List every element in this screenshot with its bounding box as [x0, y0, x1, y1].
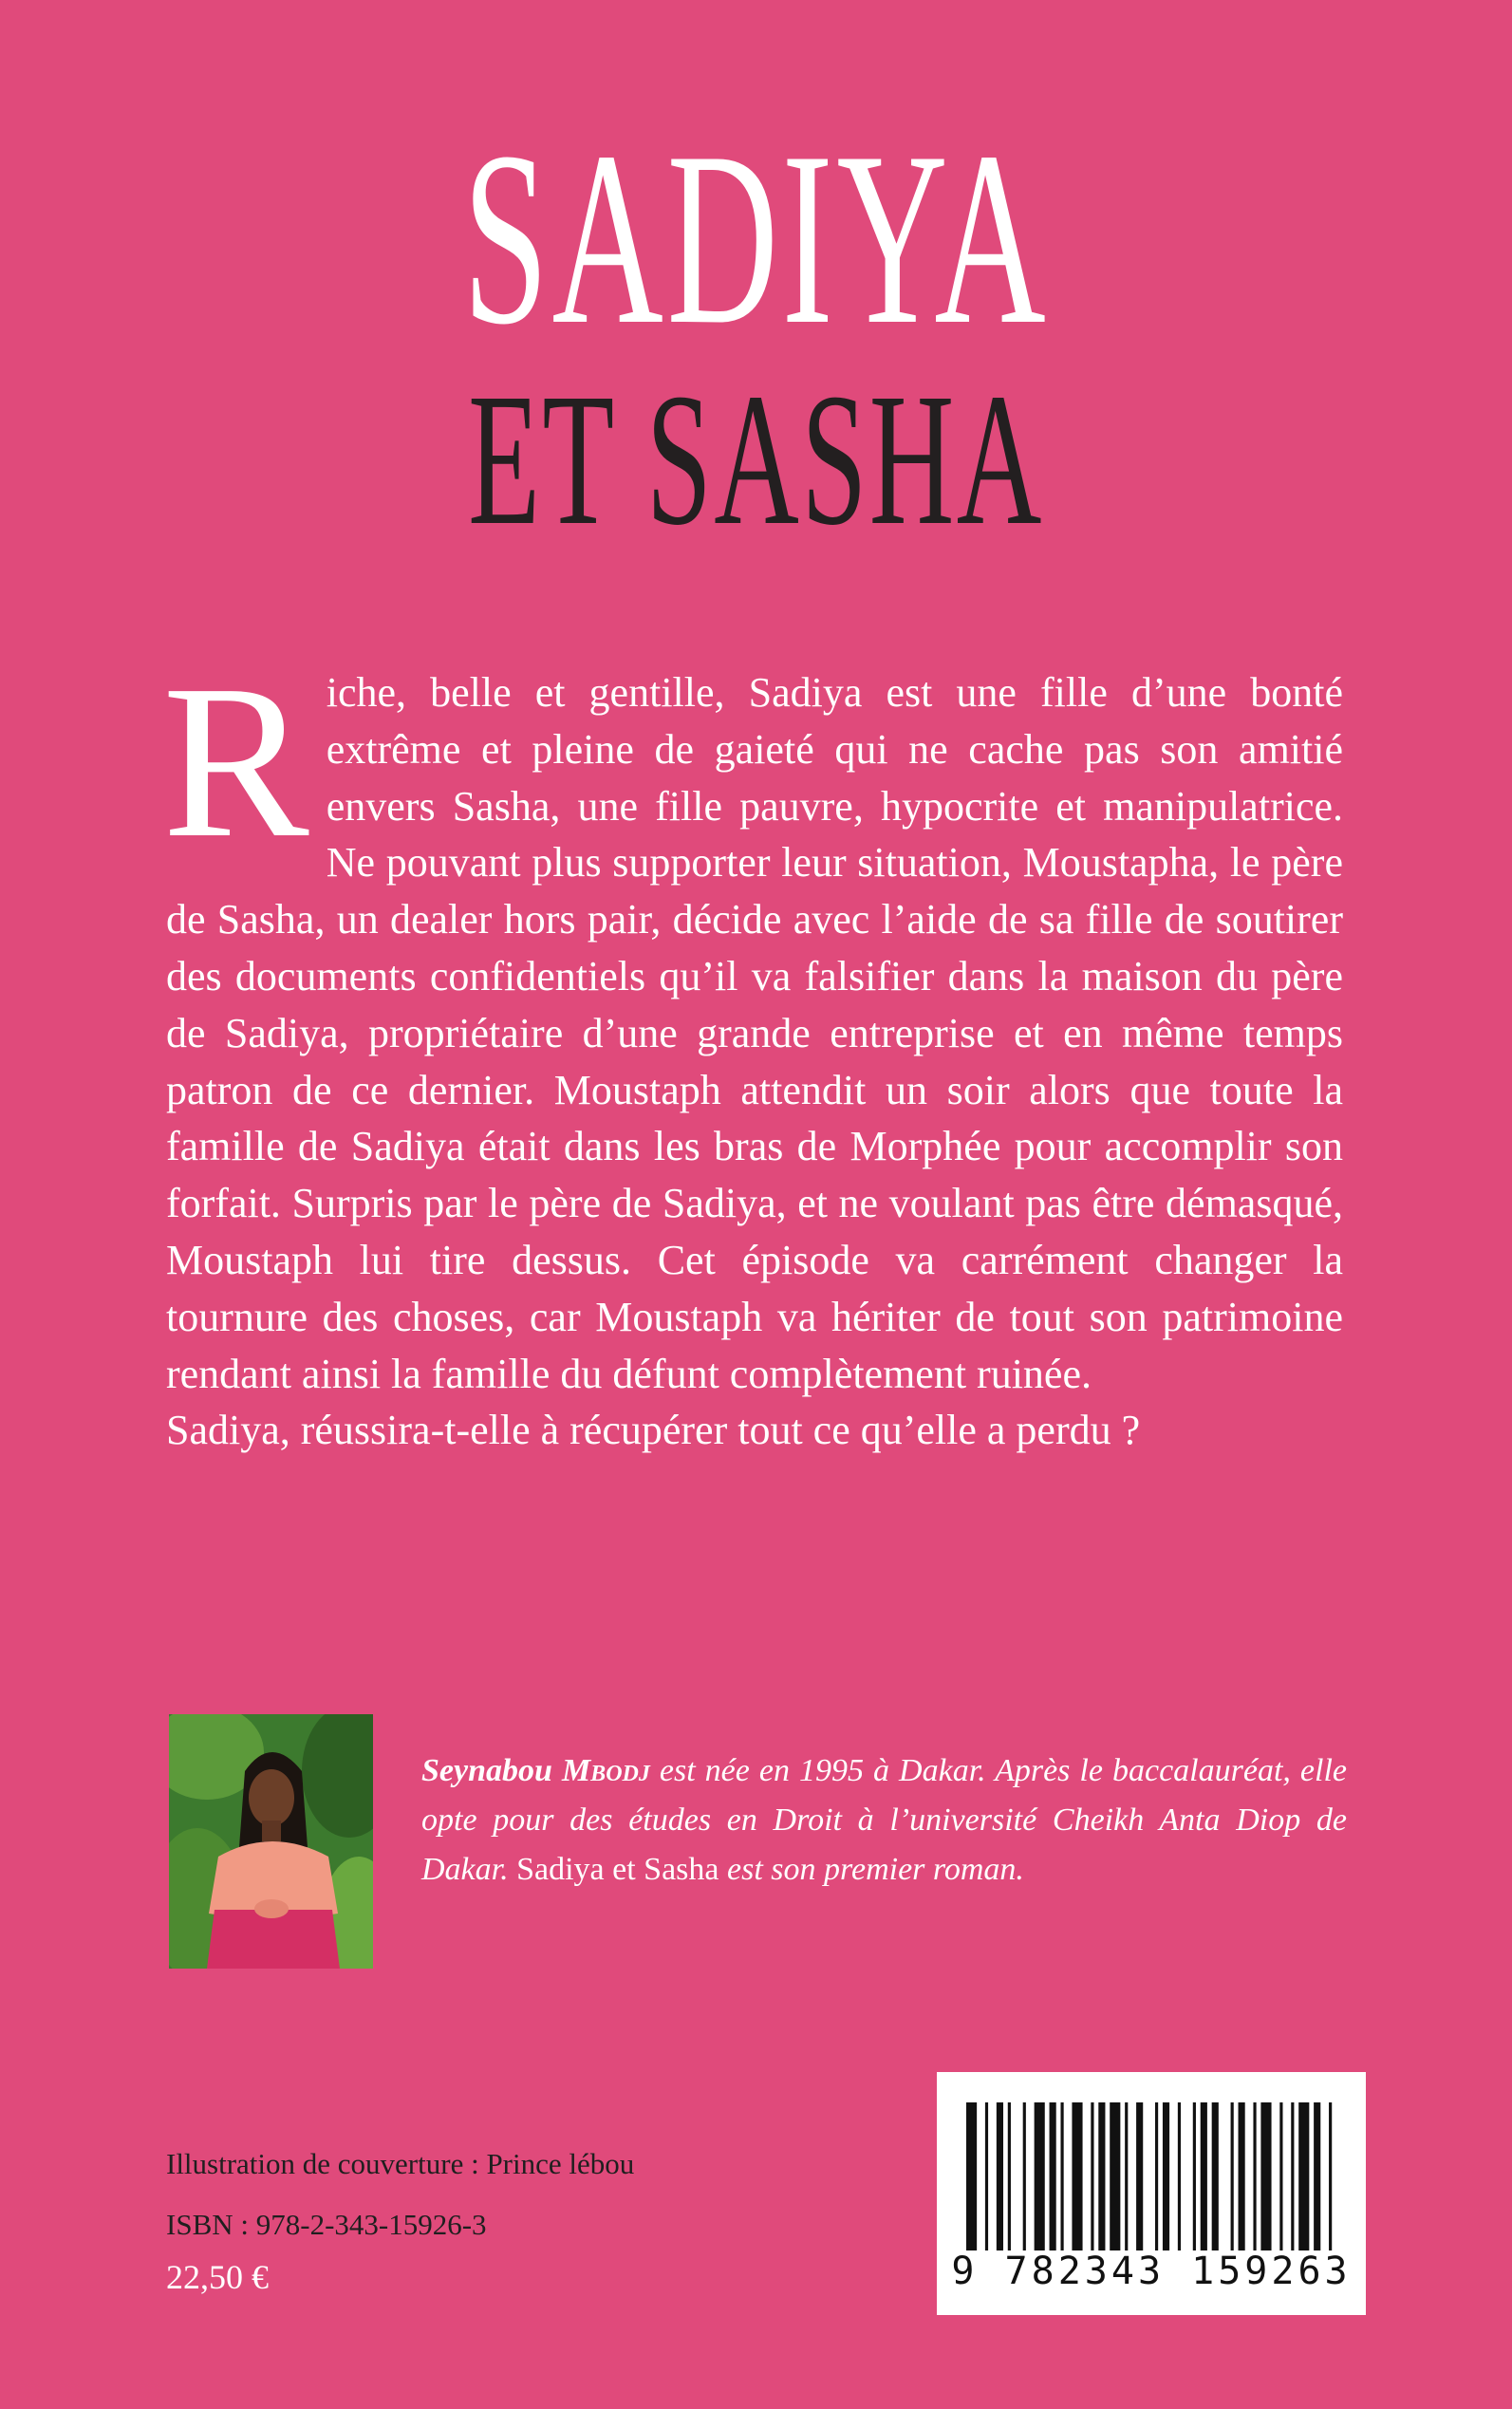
author-bio-part-1: est née en 1995 à Dakar. Après le baccalauréat, elle opte pour des études en Droit à l’université Cheikh Anta Diop de Dakar. [421, 1753, 1347, 1887]
author-first-name: Seynabou [421, 1753, 552, 1788]
barcode-bar [1163, 2102, 1169, 2250]
barcode-bar [966, 2102, 977, 2250]
author-bio-part-2: est son premier roman. [727, 1852, 1024, 1887]
author-last-name: Mbodj [561, 1753, 650, 1788]
barcode-bar [1239, 2102, 1245, 2250]
barcode-bar [1193, 2102, 1196, 2250]
price-label: 22,50 € [166, 2258, 269, 2296]
barcode-bar [1291, 2102, 1294, 2250]
barcode-bar [1098, 2102, 1105, 2250]
barcode-bar [1035, 2102, 1045, 2250]
barcode-bar [1279, 2102, 1282, 2250]
barcode-bar [1050, 2102, 1056, 2250]
barcode-bar [1008, 2102, 1011, 2250]
isbn-label: ISBN : 978-2-343-15926-3 [166, 2208, 487, 2241]
barcode-bar [1329, 2102, 1332, 2250]
title-line-1: SADIYA [462, 101, 1050, 376]
barcode [937, 2072, 1366, 2315]
barcode-bar [1155, 2102, 1158, 2250]
barcode-bar [1060, 2102, 1063, 2250]
barcode-bar [1178, 2102, 1181, 2250]
barcode-bar [1136, 2102, 1143, 2250]
blurb-paragraph [162, 640, 1343, 1459]
title-line-2: ET SASHA [468, 355, 1044, 565]
barcode-bar [985, 2102, 988, 2250]
author-bio [421, 1746, 1347, 1895]
barcode-bar [1091, 2102, 1093, 2250]
barcode-bar [1231, 2102, 1234, 2250]
barcode-bar [1201, 2102, 1207, 2250]
barcode-bars [966, 2102, 1336, 2250]
barcode-digits: 9 782343 159263 [951, 2250, 1352, 2293]
barcode-bar [1298, 2102, 1309, 2250]
barcode-bar [1125, 2102, 1128, 2250]
blurb-question: Sadiya, réussira-t-elle à récupérer tout ce qu’elle a perdu ? [166, 1407, 1141, 1454]
barcode-bar [1260, 2102, 1271, 2250]
barcode-bar [1314, 2102, 1320, 2250]
barcode-bar [1072, 2102, 1082, 2250]
barcode-bar [1023, 2102, 1026, 2250]
illustration-credit: Illustration de couverture : Prince lébou [166, 2147, 635, 2180]
barcode-bar [997, 2102, 1003, 2250]
drop-cap: R [162, 640, 309, 884]
blurb-text: iche, belle et gentille, Sadiya est une fille d’une bonté extrême et pleine de gaieté qui ne cache pas son amitié envers Sasha, une fille pauvre, hypocrite et manipulatrice. Ne pouvant plus supporter leur situation, Moustapha, le père de Sasha, un dealer hors pair, décide avec l’aide de sa fille de soutirer des documents confidentiels qu’il va falsifier dans la maison du père de Sadiya, propriétaire d’une grande entreprise et en même temps patron de ce dernier. Moustaph attendit un soir alors que toute la famille de Sadiya était dans les bras de Morphée pour accomplir son forfait. Surpris par le père de Sadiya, et ne voulant pas être démasqué, Moustaph lui tire dessus. Cet épisode va carrément changer la tournure des choses, car Moustaph va hériter de tout son patrimoine rendant ainsi la famille du défunt complètement ruinée. [166, 669, 1343, 1397]
author-book-title: Sadiya et Sasha [508, 1852, 728, 1887]
barcode-bar [1253, 2102, 1256, 2250]
barcode-bar [1110, 2102, 1120, 2250]
author-photo [169, 1714, 373, 1969]
barcode-bar [1212, 2102, 1219, 2250]
